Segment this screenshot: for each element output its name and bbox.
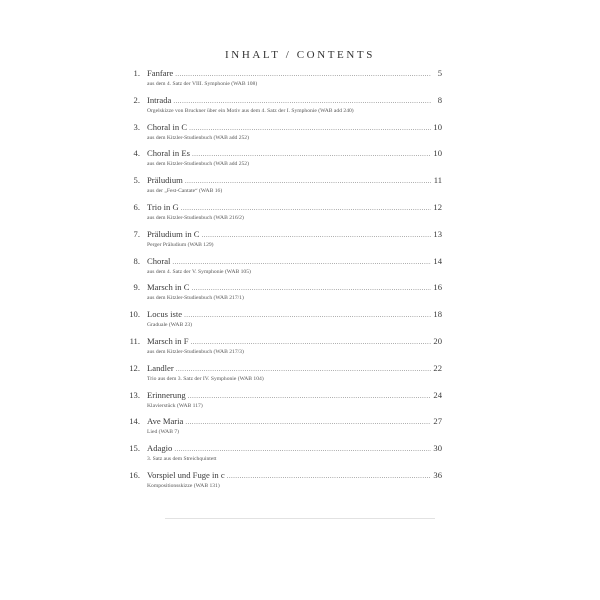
entry-title: Locus iste — [147, 309, 183, 320]
entry-number: 13. — [129, 389, 140, 400]
entry-page: 30 — [433, 443, 442, 454]
leader-dots — [188, 392, 431, 400]
leader-dots — [202, 231, 431, 239]
leader-dots — [189, 124, 431, 132]
entry-number: 7. — [133, 228, 140, 239]
leader-dots — [173, 97, 431, 105]
leader-dots — [184, 311, 431, 319]
toc-entry — [112, 175, 442, 202]
entry-title: Choral — [147, 255, 171, 266]
toc-entry — [112, 95, 442, 122]
leader-dots — [181, 204, 431, 212]
entry-page: 36 — [433, 469, 442, 480]
leader-dots — [176, 365, 431, 373]
toc-entry — [112, 470, 442, 497]
entry-number: 5. — [133, 175, 140, 186]
toc-entry — [112, 122, 442, 149]
leader-dots — [185, 177, 431, 185]
entry-subtitle: aus dem Kitzler-Studienbuch (WAB add 252) — [147, 134, 249, 141]
entry-subtitle: aus dem Kitzler-Studienbuch (WAB add 252) — [147, 161, 249, 168]
entry-number: 14. — [129, 416, 140, 427]
entry-title: Choral in C — [147, 121, 188, 132]
entry-title: Ave Maria — [147, 416, 184, 427]
leader-dots — [174, 445, 431, 453]
leader-dots — [172, 258, 431, 266]
entry-subtitle: Kompositionsskizze (WAB 131) — [147, 482, 220, 489]
entry-page: 24 — [433, 389, 442, 400]
entry-page: 5 — [437, 68, 442, 78]
entry-title: Präludium in C — [147, 228, 200, 239]
entry-title: Präludium — [147, 175, 183, 186]
leader-dots — [191, 338, 431, 346]
leader-dots — [185, 418, 431, 426]
entry-subtitle: 3. Satz aus dem Streichquintett — [147, 456, 217, 463]
entry-title: Erinnerung — [147, 389, 186, 400]
entry-page: 16 — [433, 282, 442, 293]
page-title: INHALT / CONTENTS — [225, 49, 375, 61]
leader-dots — [192, 150, 431, 158]
entry-number: 1. — [133, 68, 140, 78]
entry-page: 20 — [433, 335, 442, 346]
toc-entry — [112, 336, 442, 363]
entry-subtitle: aus dem 4. Satz der VIII. Symphonie (WAB 108) — [147, 81, 258, 87]
entry-subtitle: Perger Präludium (WAB 129) — [147, 241, 214, 248]
toc-entry — [112, 148, 442, 175]
toc-entry — [112, 202, 442, 229]
entry-title: Vorspiel und Fuge in c — [147, 469, 225, 480]
toc-entry — [112, 68, 442, 95]
entry-page: 22 — [433, 362, 442, 373]
entry-subtitle: aus dem 4. Satz der V. Symphonie (WAB 105) — [147, 268, 251, 275]
entry-number: 3. — [133, 121, 140, 132]
entry-page: 8 — [437, 94, 442, 105]
entry-page: 27 — [433, 416, 442, 427]
toc-entry — [112, 282, 442, 309]
entry-number: 16. — [129, 469, 140, 480]
entry-number: 11. — [129, 335, 140, 346]
entry-title: Adagio — [147, 443, 173, 454]
toc-entry — [112, 256, 442, 283]
entry-page: 18 — [433, 309, 442, 320]
entry-title: Trio in G — [147, 201, 179, 212]
entry-page: 10 — [433, 148, 442, 159]
entry-subtitle: Orgelskizze von Bruckner über ein Motiv aus dem 4. Satz der I. Symphonie (WAB add 240) — [147, 107, 354, 114]
entry-title: Landler — [147, 362, 174, 373]
entry-number: 2. — [133, 94, 140, 105]
toc-entry — [112, 229, 442, 256]
entry-number: 10. — [129, 309, 140, 320]
divider — [165, 518, 435, 519]
entry-subtitle: Trio aus dem 3. Satz der IV. Symphonie (WAB 104) — [147, 375, 264, 382]
entry-page: 11 — [433, 175, 442, 186]
entry-subtitle: aus dem Kitzler-Studienbuch (WAB 217/3) — [147, 348, 244, 355]
leader-dots — [175, 70, 431, 78]
entry-subtitle: aus dem Kitzler-Studienbuch (WAB 216/2) — [147, 214, 244, 221]
leader-dots — [227, 472, 431, 480]
entry-subtitle: aus dem Kitzler-Studienbuch (WAB 217/1) — [147, 295, 244, 302]
entry-number: 6. — [133, 201, 140, 212]
entry-subtitle: Graduale (WAB 23) — [147, 322, 193, 329]
toc-entry — [112, 363, 442, 390]
entry-number: 8. — [133, 255, 140, 266]
entry-number: 9. — [133, 282, 140, 293]
entry-title: Choral in Es — [147, 148, 190, 159]
entry-title: Fanfare — [147, 68, 174, 78]
entry-subtitle: aus der „Fest-Cantate“ (WAB 16) — [147, 188, 223, 195]
entry-page: 12 — [433, 201, 442, 212]
toc-entry — [112, 309, 442, 336]
entry-title: Intrada — [147, 94, 172, 105]
entry-subtitle: Lied (WAB 7) — [147, 429, 179, 436]
entry-title: Marsch in C — [147, 282, 190, 293]
entry-number: 12. — [129, 362, 140, 373]
toc-entry — [112, 390, 442, 417]
table-of-contents — [112, 68, 442, 497]
leader-dots — [192, 284, 432, 292]
toc-entry — [112, 443, 442, 470]
entry-title: Marsch in F — [147, 335, 189, 346]
entry-page: 14 — [433, 255, 442, 266]
toc-entry — [112, 416, 442, 443]
entry-number: 15. — [129, 443, 140, 454]
entry-page: 13 — [433, 228, 442, 239]
entry-subtitle: Klavierstück (WAB 117) — [147, 402, 203, 409]
entry-page: 10 — [433, 121, 442, 132]
entry-number: 4. — [133, 148, 140, 159]
